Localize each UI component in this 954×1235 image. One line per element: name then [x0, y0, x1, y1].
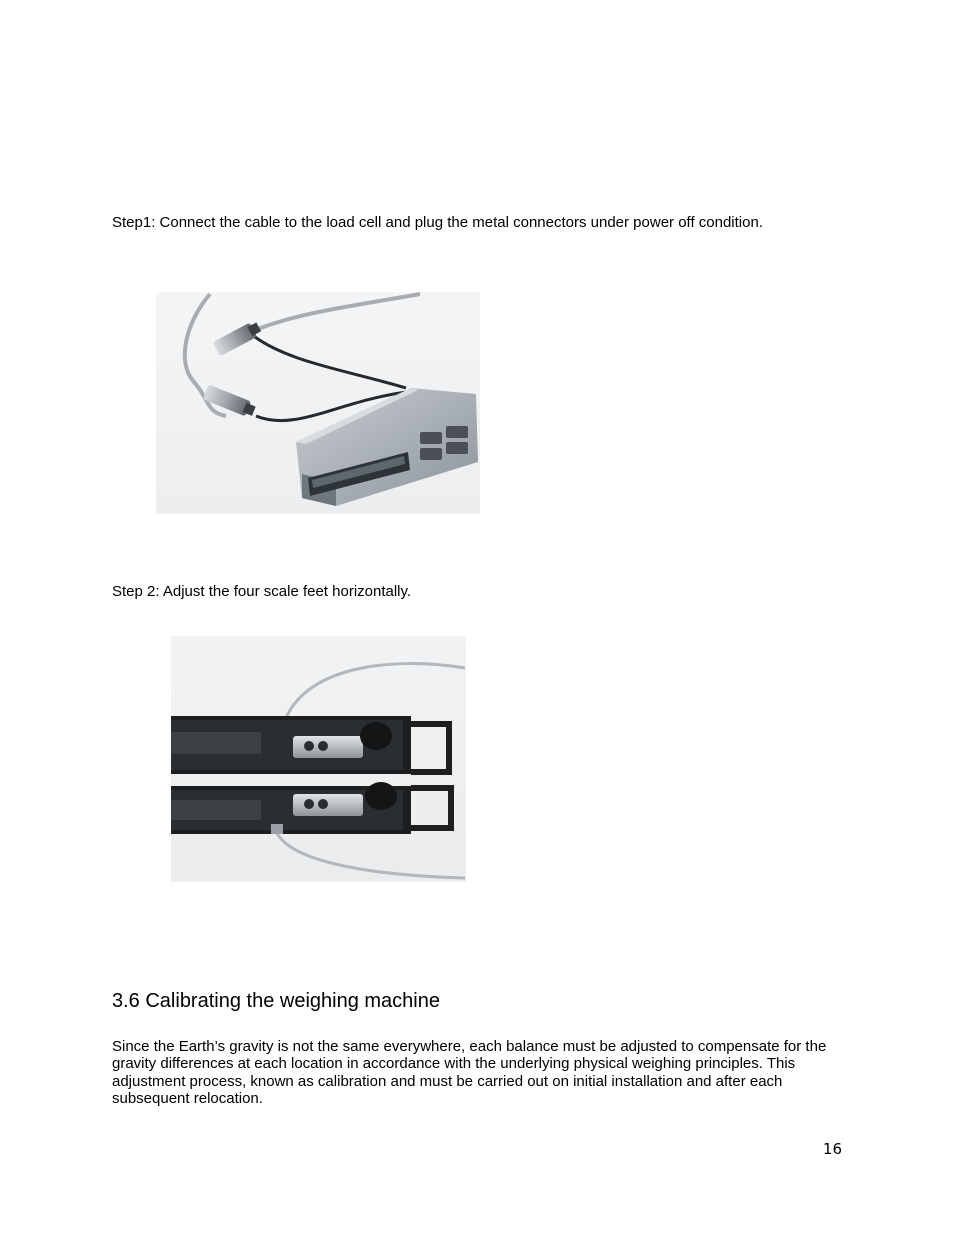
- page-number: 16: [822, 1140, 842, 1158]
- section-heading: 3.6 Calibrating the weighing machine: [112, 990, 440, 1012]
- calibration-paragraph: Since the Earth’s gravity is not the same everywhere, each balance must be adjusted to compensate for the gravity differences at each location in accordance with the underlying physical weighing principles. This adjustment process, known as calibration and must be carried out on initial installation and after each subsequent relocation.: [112, 1038, 827, 1107]
- scale-feet-load-cells-photo: [171, 636, 466, 882]
- step-2-instruction: Step 2: Adjust the four scale feet horizontally.: [112, 583, 412, 600]
- step-1-instruction: Step1: Connect the cable to the load cell and plug the metal connectors under power off condition.: [112, 214, 763, 231]
- indicator-and-cables-photo: [156, 292, 480, 514]
